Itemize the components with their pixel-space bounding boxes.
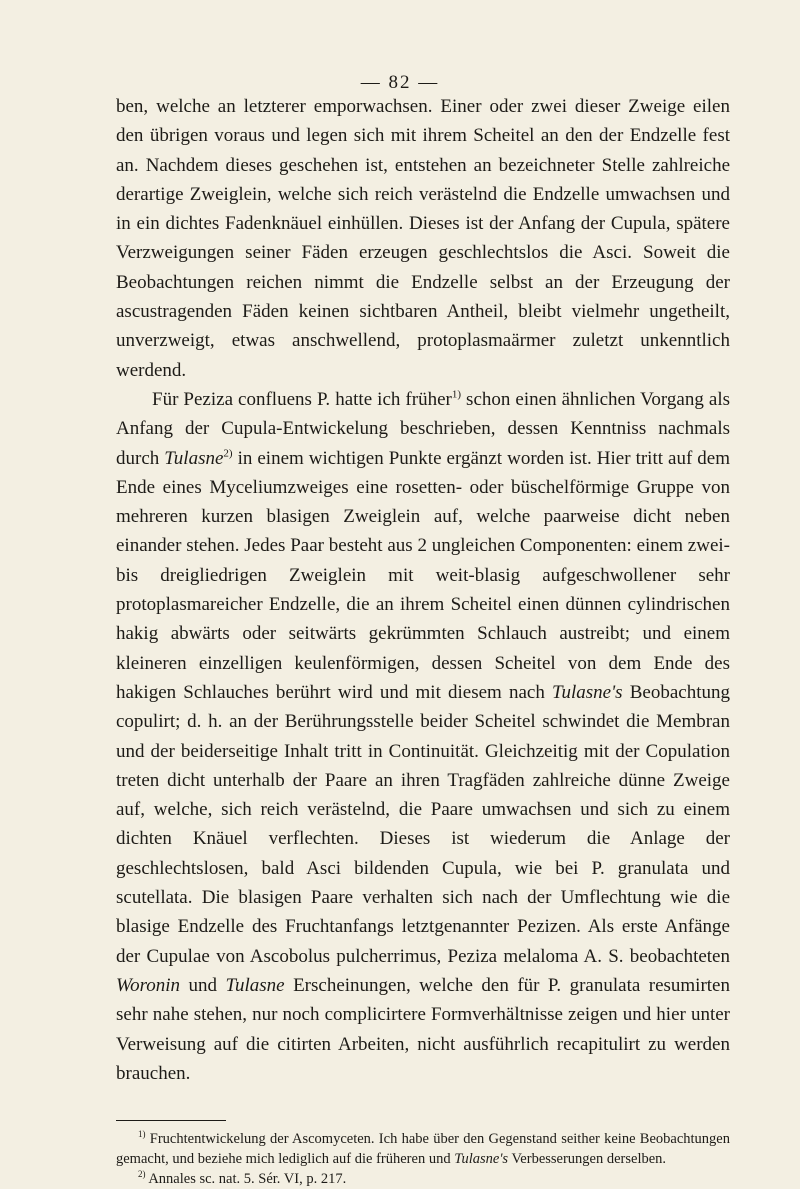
body-text <box>116 92 730 1088</box>
paragraph <box>116 385 730 1088</box>
author-name: Tulasne's <box>551 681 623 703</box>
text-run: in einem wichtigen Punkte ergänzt worden ist. Hier tritt auf dem Ende eines Myceliumzweiges eine rosetten- oder büschelförmige Gruppe von mehreren kurzen blasigen Zweiglein auf, welche paarweise dicht neben einander stehen. Jedes Paar besteht aus 2 ungleichen Componenten: einem zwei- bis dreigliedrigen Zweiglein mit weit-blasig aufgeschwollener sehr protoplasmareicher Endzelle, die an ihrem Scheitel einen dünnen cylindrischen hakig abwärts oder seitwärts gekrümmten Schlauch austreibt; und einem kleineren einzelligen keulenförmigen, dessen Scheitel von dem Ende des hakigen Schlauches berührt wird und mit diesem nach <box>116 447 731 703</box>
footnote-marker: 1) <box>451 388 462 401</box>
footnote-divider <box>116 1120 226 1121</box>
footnote <box>116 1129 730 1169</box>
author-name: Tulasne's <box>454 1151 509 1168</box>
text-run: Beobachtung copulirt; d. h. an der Berührungsstelle beider Scheitel schwindet die Membran und der beiderseitige Inhalt tritt in Continuität. Gleichzeitig mit der Copulation treten dicht unterhalb der Paare an ihren Tragfäden zahlreiche dünne Zweige auf, welche, sich reich verästelnd, die Paare umwachsen und sich zu einem dichten Knäuel verflechten. Dieses ist wiederum die Anlage der geschlechtslosen, bald Asci bildenden Cupula, wie bei P. granulata und scutellata. Die blasigen Paare verhalten sich nach der Umflechtung wie die blasige Endzelle des Fruchtanfangs letztgenannter Pezizen. Als erste Anfänge der Cupulae von Ascobolus pulcherrimus, Peziza melaloma A. S. beobachteten <box>116 681 730 967</box>
footnote <box>116 1169 730 1189</box>
text-run: Erscheinungen, welche den für P. granulata resumirten sehr nahe stehen, nur noch complicirtere Formverhältnisse zeigen und hier unter Verweisung auf die citirten Arbeiten, nicht ausführlich recapitulirt zu werden brauchen. <box>116 974 730 1084</box>
text-run: ben, welche an letzterer emporwachsen. Einer oder zwei dieser Zweige eilen den übrigen voraus und legen sich mit ihrem Scheitel an den der Endzelle fest an. Nachdem dieses geschehen ist, entstehen an bezeichneter Stelle zahlreiche derartige Zweiglein, welche sich reich verästelnd die Endzelle umwachsen und in ein dichtes Fadenknäuel einhüllen. Dieses ist der Anfang der Cupula, spätere Verzweigungen seiner Fäden erzeugen geschlechtslos die Asci. Soweit die Beobachtungen reichen nimmt die Endzelle selbst an der Erzeugung der ascustragenden Fäden keinen sichtbaren Antheil, bleibt vielmehr ungetheilt, unverzweigt, etwas anschwellend, protoplasmaärmer zuletzt unkenntlich werdend. <box>116 96 730 381</box>
footnotes <box>116 1129 730 1189</box>
text-run: Für Peziza confluens P. hatte ich früher <box>152 388 452 410</box>
page-number: — 82 — <box>360 72 440 93</box>
author-name: Tulasne <box>225 974 285 996</box>
text-run: schon einen ähnlichen Vorgang als Anfang der Cupula-Entwickelung beschrieben, dessen Kenntniss nachmals durch <box>116 388 730 469</box>
footnote-marker: 2) <box>223 447 233 460</box>
text-run: Fruchtentwickelung der Ascomyceten. Ich habe über den Gegenstand seither keine Beobachtungen gemacht, und beziehe mich lediglich auf die früheren und <box>116 1131 730 1168</box>
author-name: Woronin <box>116 974 181 996</box>
author-name: Tulasne <box>164 447 224 469</box>
footnote-marker: 2) <box>138 1169 146 1180</box>
text-run: Annales sc. nat. 5. Sér. VI, p. 217. <box>145 1171 347 1188</box>
text-run: und <box>180 974 226 996</box>
footnote-marker: 1) <box>138 1129 146 1140</box>
text-run: Verbesserungen derselben. <box>508 1151 667 1168</box>
paragraph <box>116 92 730 385</box>
